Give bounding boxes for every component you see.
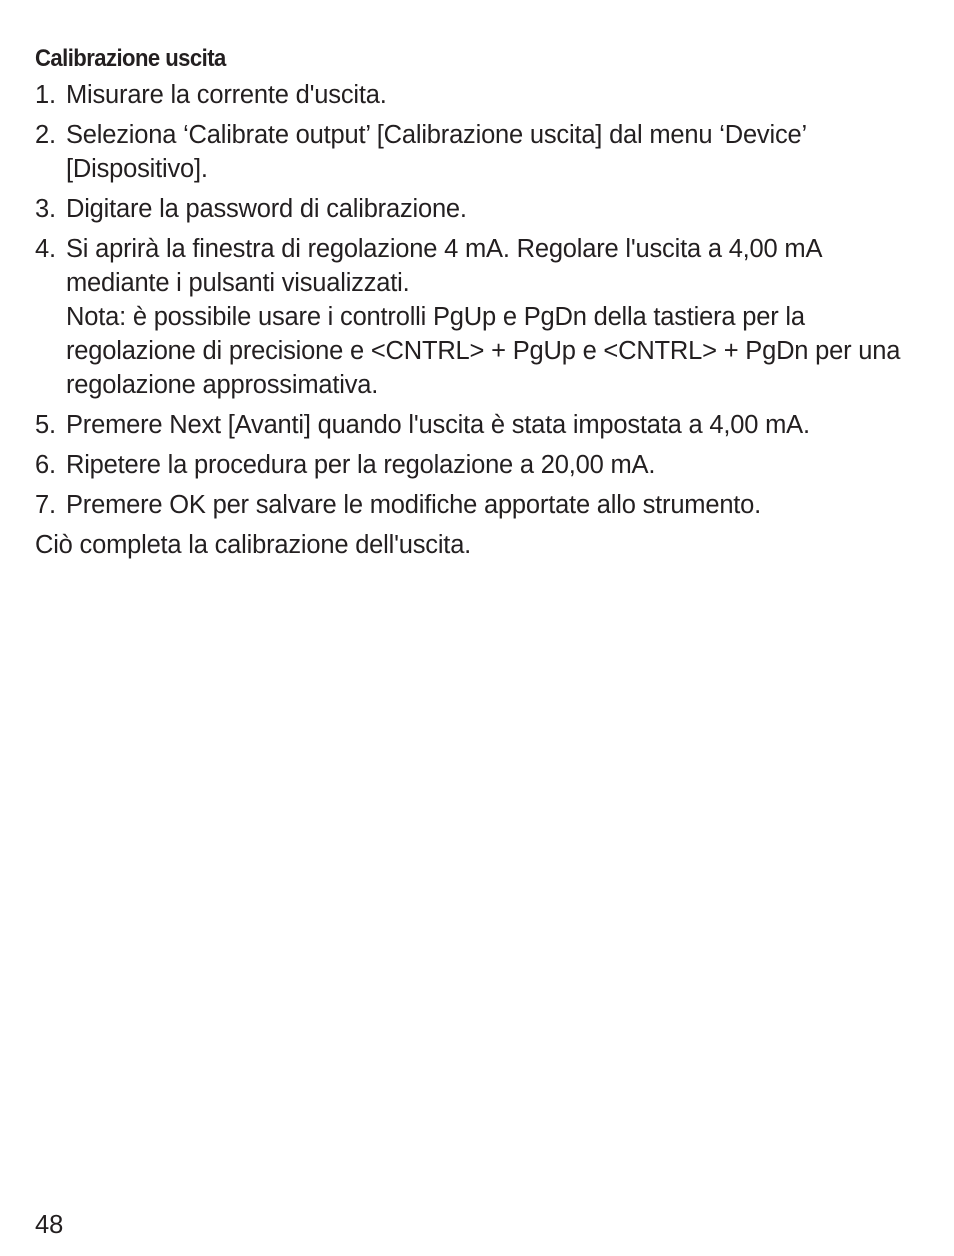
step-note: Nota: è possibile usare i controlli PgUp e PgDn della tastiera per la regolazione di precisione e <CNTRL> + PgUp e <CNTRL> + PgDn per una regolazione approssimativa. (66, 303, 901, 399)
document-body (35, 42, 925, 562)
step-number: 7. (35, 491, 56, 519)
list-item (35, 232, 925, 402)
list-item (35, 78, 925, 112)
section-title: Calibrazione uscita (35, 45, 226, 72)
step-text: Premere OK per salvare le modifiche apportate allo strumento. (66, 491, 762, 519)
list-item (35, 192, 925, 226)
step-number: 5. (35, 411, 56, 439)
step-text: Premere Next [Avanti] quando l'uscita è stata impostata a 4,00 mA. (66, 411, 810, 439)
list-item (35, 448, 925, 482)
list-item (35, 408, 925, 442)
calibration-steps-list (35, 78, 925, 522)
step-text: Ripetere la procedura per la regolazione a 20,00 mA. (66, 451, 656, 479)
step-number: 1. (35, 81, 56, 109)
step-number: 4. (35, 235, 56, 263)
step-text: Si aprirà la finestra di regolazione 4 mA. Regolare l'uscita a 4,00 mA mediante i pulsanti visualizzati. (66, 235, 821, 297)
step-number: 2. (35, 121, 56, 149)
step-text: Seleziona ‘Calibrate output’ [Calibrazione uscita] dal menu ‘Device’ [Dispositivo]. (66, 121, 806, 183)
list-item (35, 118, 925, 186)
step-text: Digitare la password di calibrazione. (66, 195, 467, 223)
step-text: Misurare la corrente d'uscita. (66, 81, 387, 109)
step-number: 6. (35, 451, 56, 479)
page-number: 48 (35, 1211, 64, 1239)
closing-sentence: Ciò completa la calibrazione dell'uscita. (35, 531, 472, 559)
step-number: 3. (35, 195, 56, 223)
list-item (35, 488, 925, 522)
